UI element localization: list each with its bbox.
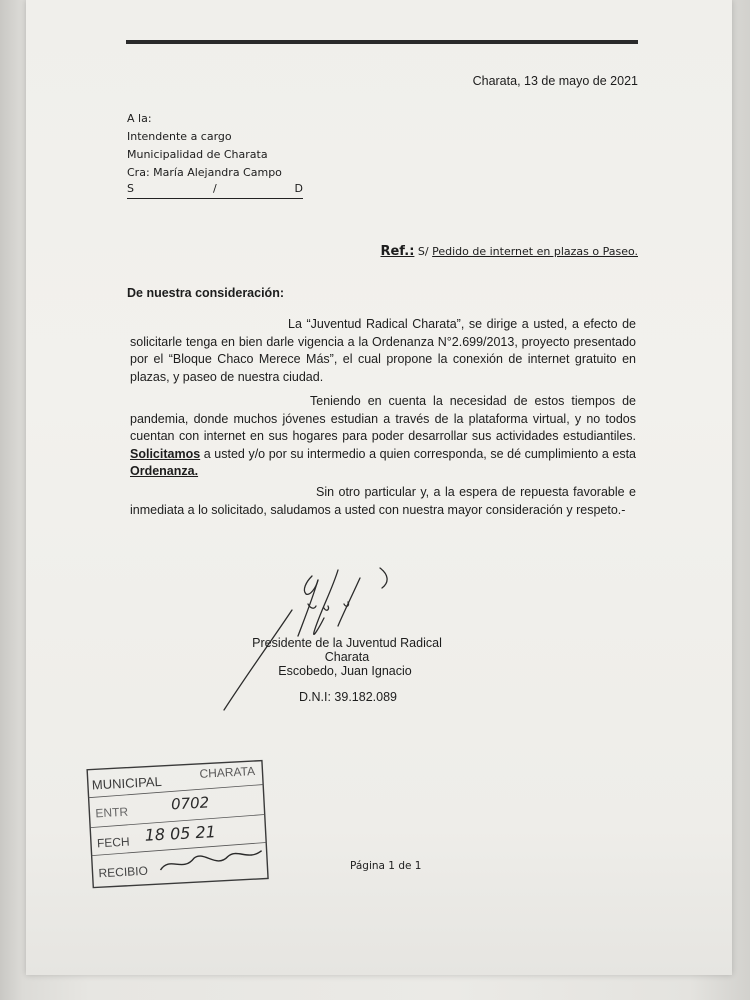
paragraph-2-middle: a usted y/o por su intermedio a quien corresponda, se dé cumplimiento a esta (203, 446, 636, 461)
date-line: Charata, 13 de mayo de 2021 (472, 74, 638, 88)
paragraph-2-intro: Teniendo en cuenta la necesidad de estos tiempos de pandemia, donde muchos jóvenes estudian a través de la plataforma virtual, y no todos cuentan con internet en sus hogares para poder desarrollar sus actividades estudiantiles. (130, 394, 636, 443)
reference-prefix: S/ (417, 245, 429, 258)
header-rule (126, 40, 638, 44)
greeting: De nuestra consideración: (127, 286, 284, 300)
stamp-receiver-signature (160, 851, 263, 870)
solicitamos-word: Solicitamos (130, 446, 201, 461)
stamp-line-3: FECH (96, 834, 130, 851)
stamp-line-1: MUNICIPAL (91, 773, 163, 793)
addressee-line: Intendente a cargo (127, 130, 232, 143)
stamp-date: 18 05 21 (144, 822, 217, 845)
reference-label: Ref.: (380, 244, 415, 259)
reference-line (300, 244, 638, 259)
stamp-line-4: RECIBIO (98, 863, 149, 881)
stamp-line-2: ENTR (95, 804, 129, 821)
d-label: D (294, 182, 303, 195)
signatory-name: Escobedo, Juan Ignacio (278, 664, 412, 678)
addressee-line: A la: (127, 112, 152, 125)
addressee-line: Cra: María Alejandra Campo (127, 166, 282, 179)
paragraph-2 (130, 393, 636, 481)
signatory-dni: D.N.I: 39.182.089 (299, 690, 397, 704)
ordenanza-word: Ordenanza. (130, 464, 199, 478)
addressee-sd-line (127, 182, 303, 199)
stamp-entry-number: 0702 (170, 793, 210, 814)
paragraph-3: Sin otro particular y, a la espera de repuesta favorable e inmediata a lo solicitado, saludamos a usted con nuestra mayor consideración y respeto.- (130, 485, 636, 517)
slash-label: / (213, 182, 217, 195)
received-stamp (84, 755, 274, 890)
addressee-block (127, 110, 303, 199)
stamp-line-1-end: CHARATA (199, 763, 256, 781)
page-number: Página 1 de 1 (350, 860, 422, 872)
paragraph-1: La “Juventud Radical Charata”, se dirige a usted, a efecto de solicitarle tenga en bien darle vigencia a la Ordenanza N°2.699/2013, proyecto presentado por el “Bloque Chaco Merece Más”, el cual propone la conexión de internet gratuito en plazas, y paseo de nuestra ciudad. (130, 317, 636, 384)
s-label: S (127, 182, 134, 195)
addressee-line: Municipalidad de Charata (127, 148, 268, 161)
reference-text: Pedido de internet en plazas o Paseo. (432, 245, 638, 258)
signatory-title: Presidente de la Juventud Radical Charata (252, 636, 442, 664)
